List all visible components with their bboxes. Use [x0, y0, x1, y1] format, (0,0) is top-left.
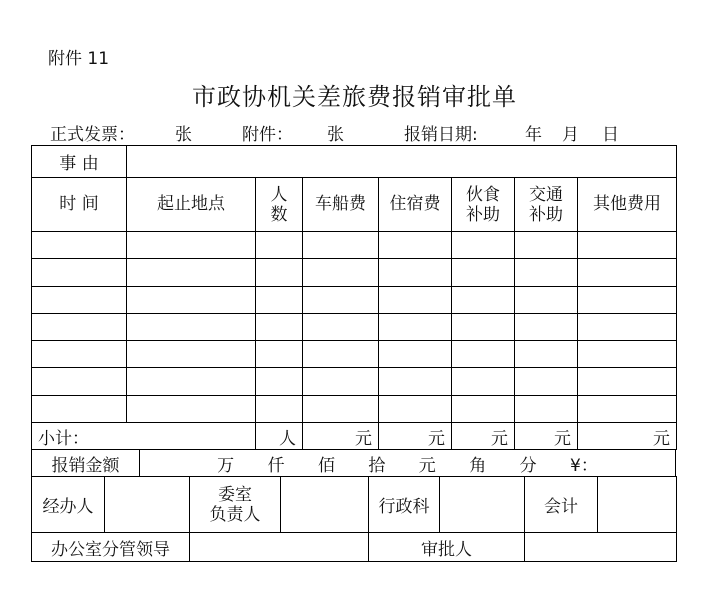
signature-row-1 [32, 477, 677, 533]
expense-cell-meal[interactable] [452, 286, 515, 313]
expense-cell-transport[interactable] [303, 313, 379, 340]
expense-cell-places[interactable] [127, 395, 256, 422]
subtotal-meal[interactable]: 元 [452, 423, 515, 450]
attachment-count-label: 附件： [242, 125, 293, 145]
expense-cell-traffic[interactable] [515, 341, 578, 368]
amount-table [31, 449, 676, 477]
amount-label: 报销金额 [32, 450, 140, 477]
expense-cell-meal[interactable] [452, 313, 515, 340]
subtotal-other[interactable]: 元 [578, 423, 677, 450]
expense-cell-traffic[interactable] [515, 368, 578, 395]
expense-cell-meal[interactable] [452, 395, 515, 422]
expense-cell-traffic[interactable] [515, 286, 578, 313]
expense-row [32, 232, 677, 259]
subtotal-lodging[interactable]: 元 [379, 423, 452, 450]
col-people-line2: 数 [270, 204, 288, 225]
expense-cell-time[interactable] [32, 286, 127, 313]
col-meal [452, 178, 515, 232]
unit-wan: 万 [217, 455, 235, 476]
signature-row-2 [32, 533, 677, 562]
col-traffic-line1: 交通 [529, 184, 563, 205]
date-day: 日 [602, 125, 619, 145]
unit-yuan: 元 [418, 455, 436, 476]
unit-fen: 分 [519, 455, 537, 476]
office-head-field[interactable] [281, 477, 369, 533]
expense-cell-other[interactable] [578, 368, 677, 395]
expense-cell-places[interactable] [127, 259, 256, 286]
expense-cell-lodging[interactable] [379, 395, 452, 422]
reason-label: 事 由 [32, 146, 127, 178]
reason-row [32, 146, 677, 178]
handler-field[interactable] [105, 477, 190, 533]
column-header-row [32, 178, 677, 232]
handler-label: 经办人 [32, 477, 105, 533]
unit-shi: 拾 [368, 455, 386, 476]
invoice-unit: 张 [175, 125, 192, 145]
expense-cell-transport[interactable] [303, 395, 379, 422]
expense-cell-time[interactable] [32, 232, 127, 259]
reason-field[interactable] [127, 146, 677, 178]
expense-row [32, 368, 677, 395]
attachment-number: 附件 11 [48, 49, 110, 69]
subtotal-label: 小计： [32, 423, 256, 450]
date-year: 年 [525, 125, 542, 145]
expense-rows [32, 232, 677, 423]
expense-cell-lodging[interactable] [379, 368, 452, 395]
expense-cell-people[interactable] [256, 259, 303, 286]
unit-bai: 佰 [317, 455, 335, 476]
expense-cell-people[interactable] [256, 232, 303, 259]
expense-cell-transport[interactable] [303, 341, 379, 368]
col-meal-line1: 伙食 [466, 184, 500, 205]
office-head-label [190, 477, 281, 533]
amount-field[interactable] [140, 450, 676, 477]
approver-label: 审批人 [369, 533, 525, 562]
expense-cell-transport[interactable] [303, 286, 379, 313]
expense-cell-other[interactable] [578, 313, 677, 340]
expense-row [32, 395, 677, 422]
col-places: 起止地点 [127, 178, 256, 232]
office-leader-label: 办公室分管领导 [32, 533, 190, 562]
expense-cell-other[interactable] [578, 395, 677, 422]
expense-cell-other[interactable] [578, 286, 677, 313]
accountant-label: 会计 [525, 477, 598, 533]
expense-row [32, 286, 677, 313]
expense-cell-meal[interactable] [452, 341, 515, 368]
expense-cell-places[interactable] [127, 232, 256, 259]
expense-cell-other[interactable] [578, 232, 677, 259]
form-title: 市政协机关差旅费报销审批单 [192, 83, 517, 111]
expense-cell-meal[interactable] [452, 368, 515, 395]
subtotal-transport[interactable]: 元 [303, 423, 379, 450]
col-traffic [515, 178, 578, 232]
date-month: 月 [562, 125, 579, 145]
expense-cell-lodging[interactable] [379, 313, 452, 340]
expense-cell-people[interactable] [256, 395, 303, 422]
expense-cell-time[interactable] [32, 341, 127, 368]
expense-cell-transport[interactable] [303, 232, 379, 259]
expense-cell-traffic[interactable] [515, 259, 578, 286]
expense-cell-lodging[interactable] [379, 232, 452, 259]
admin-label: 行政科 [369, 477, 440, 533]
expense-cell-people[interactable] [256, 313, 303, 340]
expense-cell-traffic[interactable] [515, 232, 578, 259]
expense-cell-people[interactable] [256, 286, 303, 313]
expense-cell-traffic[interactable] [515, 313, 578, 340]
yen-sign: ¥： [570, 455, 598, 476]
attachment-count-unit: 张 [327, 125, 344, 145]
expense-cell-transport[interactable] [303, 259, 379, 286]
expense-cell-lodging[interactable] [379, 259, 452, 286]
col-people-line1: 人 [270, 184, 288, 205]
col-meal-line2: 补助 [466, 204, 500, 225]
expense-cell-traffic[interactable] [515, 395, 578, 422]
col-time: 时 间 [32, 178, 127, 232]
expense-cell-time[interactable] [32, 368, 127, 395]
expense-cell-meal[interactable] [452, 232, 515, 259]
col-lodging: 住宿费 [379, 178, 452, 232]
expense-cell-lodging[interactable] [379, 341, 452, 368]
amount-row [32, 450, 676, 477]
expense-cell-time[interactable] [32, 395, 127, 422]
expense-row [32, 313, 677, 340]
expense-cell-places[interactable] [127, 313, 256, 340]
col-people [256, 178, 303, 232]
expense-cell-time[interactable] [32, 313, 127, 340]
expense-cell-time[interactable] [32, 259, 127, 286]
expense-cell-people[interactable] [256, 368, 303, 395]
col-other: 其他费用 [578, 178, 677, 232]
subtotal-traffic[interactable]: 元 [515, 423, 578, 450]
reimburse-date-label: 报销日期: [404, 125, 478, 145]
unit-qian: 仟 [267, 455, 285, 476]
invoice-label: 正式发票： [50, 125, 135, 145]
expense-cell-places[interactable] [127, 368, 256, 395]
expense-cell-other[interactable] [578, 341, 677, 368]
expense-cell-lodging[interactable] [379, 286, 452, 313]
subtotal-people[interactable]: 人 [256, 423, 303, 450]
admin-field[interactable] [440, 477, 525, 533]
subtotal-row [32, 423, 677, 450]
unit-jiao: 角 [469, 455, 487, 476]
expense-row [32, 259, 677, 286]
expense-table [31, 145, 677, 450]
approver-field[interactable] [525, 533, 677, 562]
expense-cell-other[interactable] [578, 259, 677, 286]
expense-cell-places[interactable] [127, 341, 256, 368]
col-traffic-line2: 补助 [529, 204, 563, 225]
office-leader-field[interactable] [190, 533, 369, 562]
expense-row [32, 341, 677, 368]
expense-cell-places[interactable] [127, 286, 256, 313]
office-head-line1: 委室 [218, 484, 252, 505]
signature-table [31, 476, 677, 562]
accountant-field[interactable] [598, 477, 677, 533]
expense-cell-people[interactable] [256, 341, 303, 368]
col-transport: 车船费 [303, 178, 379, 232]
office-head-line2: 负责人 [209, 504, 261, 525]
expense-cell-transport[interactable] [303, 368, 379, 395]
expense-cell-meal[interactable] [452, 259, 515, 286]
